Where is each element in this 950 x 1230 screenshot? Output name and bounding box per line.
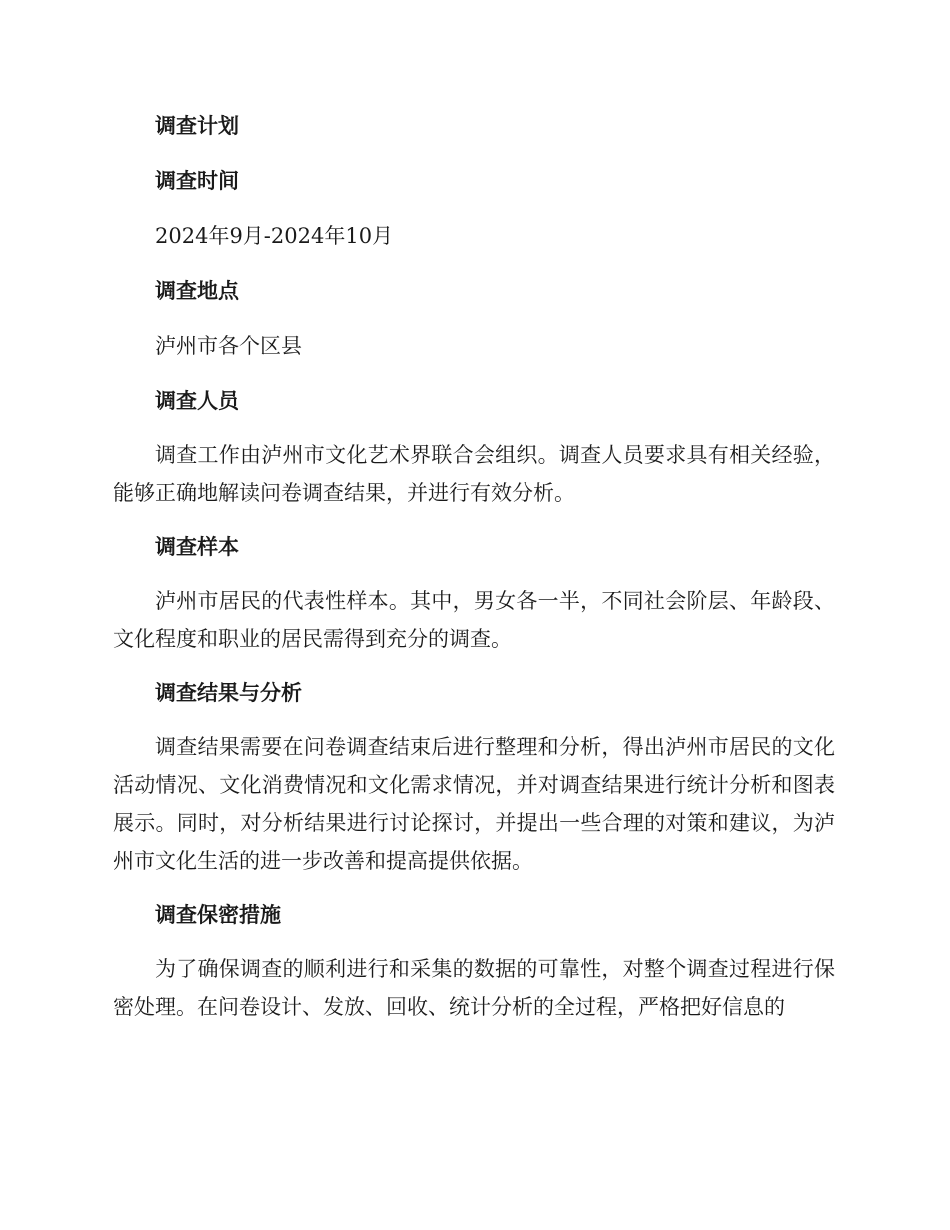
- staff-paragraph: 调查工作由泸州市文化艺术界联合会组织。调查人员要求具有相关经验，能够正确地解读问卷调查结果，并进行有效分析。: [113, 443, 835, 505]
- results-paragraph: 调查结果需要在问卷调查结束后进行整理和分析，得出泸州市居民的文化活动情况、文化消费情况和文化需求情况，并对调查结果进行统计分析和图表展示。同时，对分析结果进行讨论探讨，并提出一些合理的对策和建议，为泸州市文化生活的进一步改善和提高提供依据。: [113, 735, 835, 873]
- time-text: 2024年9月-2024年10月: [155, 224, 394, 248]
- document-page: [113, 106, 835, 1041]
- location-text: 泸州市各个区县: [155, 334, 302, 358]
- staff-heading: 调查人员: [155, 388, 239, 413]
- results-heading: 调查结果与分析: [155, 680, 302, 705]
- sample-heading: 调查样本: [155, 534, 239, 559]
- sample-paragraph: 泸州市居民的代表性样本。其中，男女各一半，不同社会阶层、年龄段、文化程度和职业的居民需得到充分的调查。: [113, 589, 835, 651]
- location-heading: 调查地点: [155, 278, 239, 303]
- time-heading: 调查时间: [155, 168, 239, 193]
- secrecy-heading: 调查保密措施: [155, 902, 281, 927]
- document-title: 调查计划: [155, 113, 239, 138]
- secrecy-paragraph: 为了确保调查的顺利进行和采集的数据的可靠性，对整个调查过程进行保密处理。在问卷设计、发放、回收、统计分析的全过程，严格把好信息的: [113, 957, 835, 1019]
